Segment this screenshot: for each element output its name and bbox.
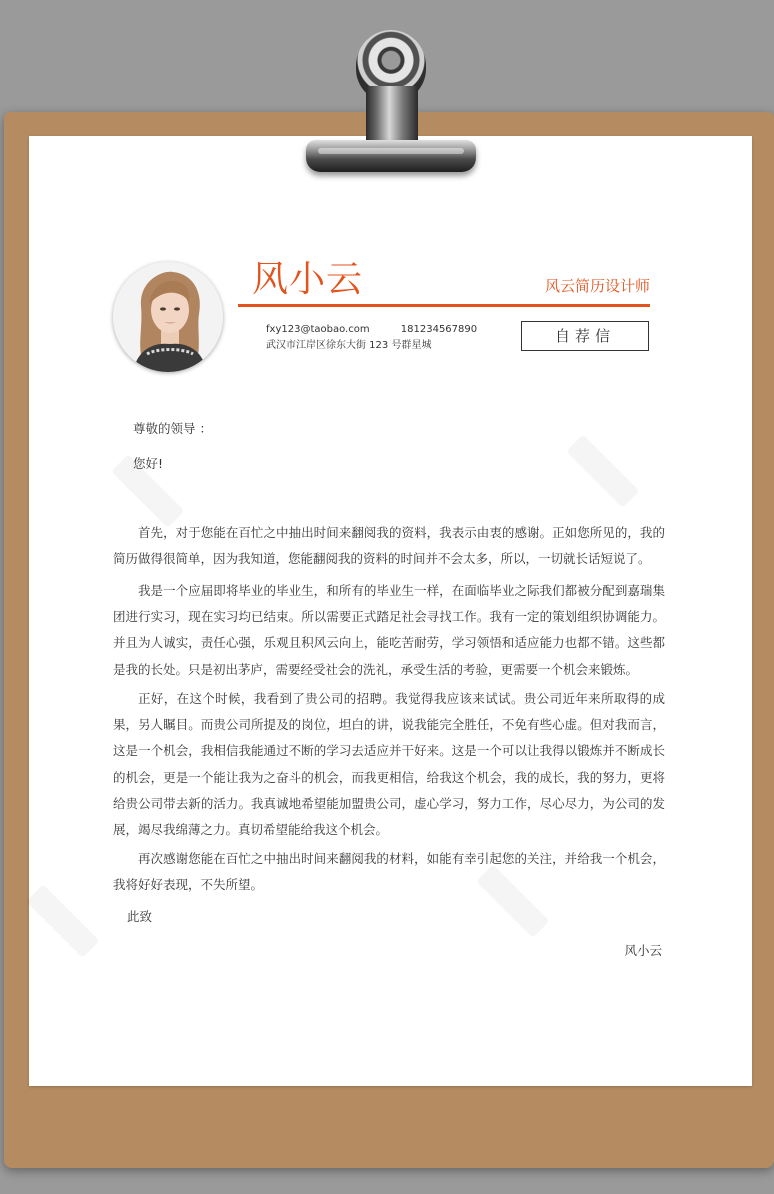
header-divider [238, 304, 650, 307]
avatar [113, 262, 223, 372]
address-text: 武汉市江岸区徐东大街 123 号群星城 [266, 340, 432, 351]
contact-info [266, 322, 505, 354]
email-text: fxy123@taobao.com [266, 324, 370, 335]
candidate-name: 风小云 [252, 259, 364, 300]
document-type-label: 自荐信 [521, 321, 649, 351]
letter-signature: 风小云 [624, 943, 662, 958]
letter-paragraph: 首先，对于您能在百忙之中抽出时间来翻阅我的资料，我表示由衷的感谢。正如您所见的，我的简历做得很简单，因为我知道，您能翻阅我的资料的时间并不会太多，所以，一切就长话短说了。 [113, 525, 665, 567]
phone-text: 181234567890 [400, 324, 478, 335]
binder-clip-base [306, 140, 476, 172]
letter-closing: 此致 [127, 909, 153, 924]
letter-greeting: 您好! [133, 456, 164, 471]
letter-paragraph: 我是一个应届即将毕业的毕业生，和所有的毕业生一样，在面临毕业之际我们都被分配到嘉瑞集团进行实习，现在实习均已结束。所以需要正式踏足社会寻找工作。我有一定的策划组织协调能力。并且为人诚实，责任心强，乐观且积风云向上，能吃苦耐劳，学习领悟和适应能力也都不错。这些都是我的长处。只是初出茅庐，需要经受社会的洗礼，承受生活的考验，更需要一个机会来锻炼。 [113, 583, 665, 677]
letter-salutation: 尊敬的领导 ： [133, 421, 212, 436]
contact-row [266, 322, 505, 338]
job-title: 风云简历设计师 [544, 277, 650, 295]
binder-clip-stem [366, 86, 418, 148]
avatar-portrait-illustration [113, 262, 223, 372]
letter-paragraph: 再次感谢您能在百忙之中抽出时间来翻阅我的材料，如能有幸引起您的关注，并给我一个机会，我将好好表现，不失所望。 [113, 851, 665, 893]
binder-clip-shine [318, 148, 464, 154]
letter-paragraph: 正好，在这个时候，我看到了贵公司的招聘。我觉得我应该来试试。贵公司近年来所取得的成果，另人瞩目。而贵公司所提及的岗位，坦白的讲，说我能完全胜任，不免有些心虚。但对我而言，这是一个机会，我相信我能通过不断的学习去适应并干好来。这是一个可以让我得以锻炼并不断成长的机会，更是一个能让我为之奋斗的机会，而我更相信，给我这个机会，我的成长，我的努力，更将给贵公司带去新的活力。我真诚地希望能加盟贵公司，虚心学习，努力工作，尽心尽力，为公司的发展，竭尽我绵薄之力。真切希望能给我这个机会。 [113, 691, 665, 838]
